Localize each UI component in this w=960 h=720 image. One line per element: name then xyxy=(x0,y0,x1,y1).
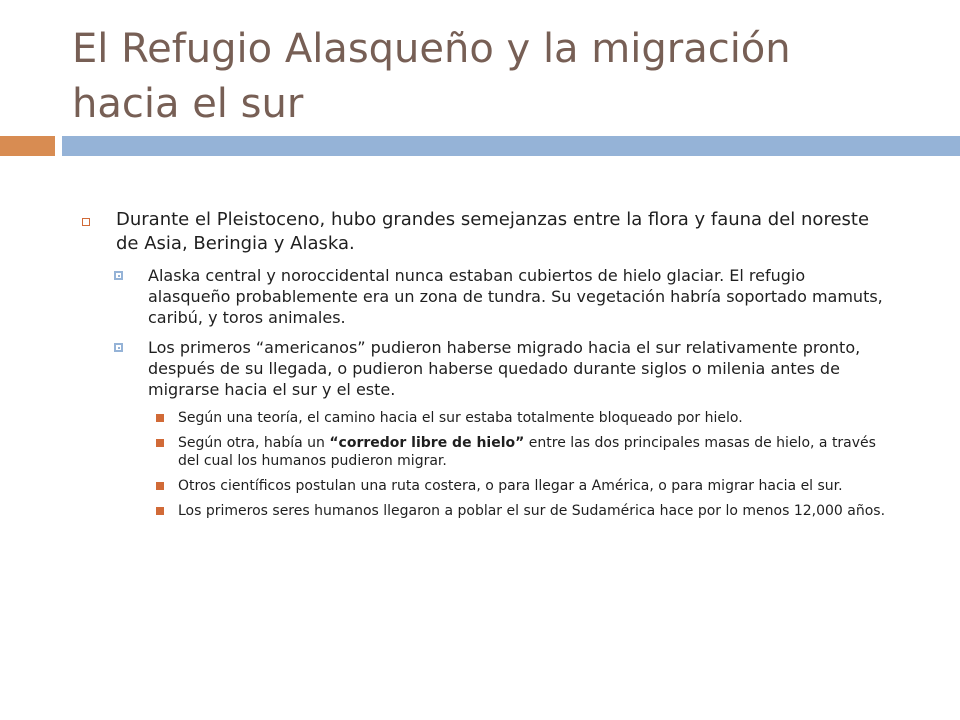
bullet-text: Los primeros “americanos” pudieron haberse migrado hacia el sur relativamente pronto, después de su llegada, o pudieron haberse quedado durante siglos o milenia antes de migrarse hacia el sur y el este. xyxy=(148,338,861,399)
bullet-text-part: Según otra, había un xyxy=(178,435,330,451)
filled-square-bullet-icon xyxy=(156,414,164,422)
framed-square-bullet-icon xyxy=(114,271,123,280)
bullet-level3 xyxy=(80,434,890,470)
filled-square-bullet-icon xyxy=(156,507,164,515)
bullet-text: Según una teoría, el camino hacia el sur estaba totalmente bloqueado por hielo. xyxy=(178,410,743,426)
bullet-level3 xyxy=(80,409,890,427)
bullet-text: Otros científicos postulan una ruta costera, o para llegar a América, o para migrar hacia el sur. xyxy=(178,478,843,494)
bullet-list xyxy=(80,208,890,527)
bullet-text: Los primeros seres humanos llegaron a poblar el sur de Sudamérica hace por lo menos 12,000 años. xyxy=(178,503,886,519)
accent-bar-orange xyxy=(0,136,55,156)
slide-title: El Refugio Alasqueño y la migración hacia el sur xyxy=(72,26,791,127)
bullet-text: Alaska central y noroccidental nunca estaban cubiertos de hielo glaciar. El refugio alasqueño probablemente era un zona de tundra. Su vegetación habría soportado mamuts, caribú, y toros animales. xyxy=(148,266,883,327)
bullet-level2 xyxy=(80,337,890,400)
framed-square-bullet-icon xyxy=(114,343,123,352)
bullet-level1 xyxy=(80,208,890,256)
bullet-text-bold: “corredor libre de hielo” xyxy=(329,435,525,451)
hollow-square-bullet-icon xyxy=(82,218,90,226)
bullet-level2 xyxy=(80,265,890,328)
bullet-level3 xyxy=(80,477,890,495)
bullet-text-part: entre las dos principales masas de hielo, a través del cual los humanos pudieron migrar. xyxy=(178,435,876,469)
bullet-level3 xyxy=(80,502,890,520)
bullet-text: Durante el Pleistoceno, hubo grandes semejanzas entre la flora y fauna del noreste de Asia, Beringia y Alaska. xyxy=(116,209,870,254)
filled-square-bullet-icon xyxy=(156,439,164,447)
filled-square-bullet-icon xyxy=(156,482,164,490)
accent-bar-blue xyxy=(62,136,960,156)
